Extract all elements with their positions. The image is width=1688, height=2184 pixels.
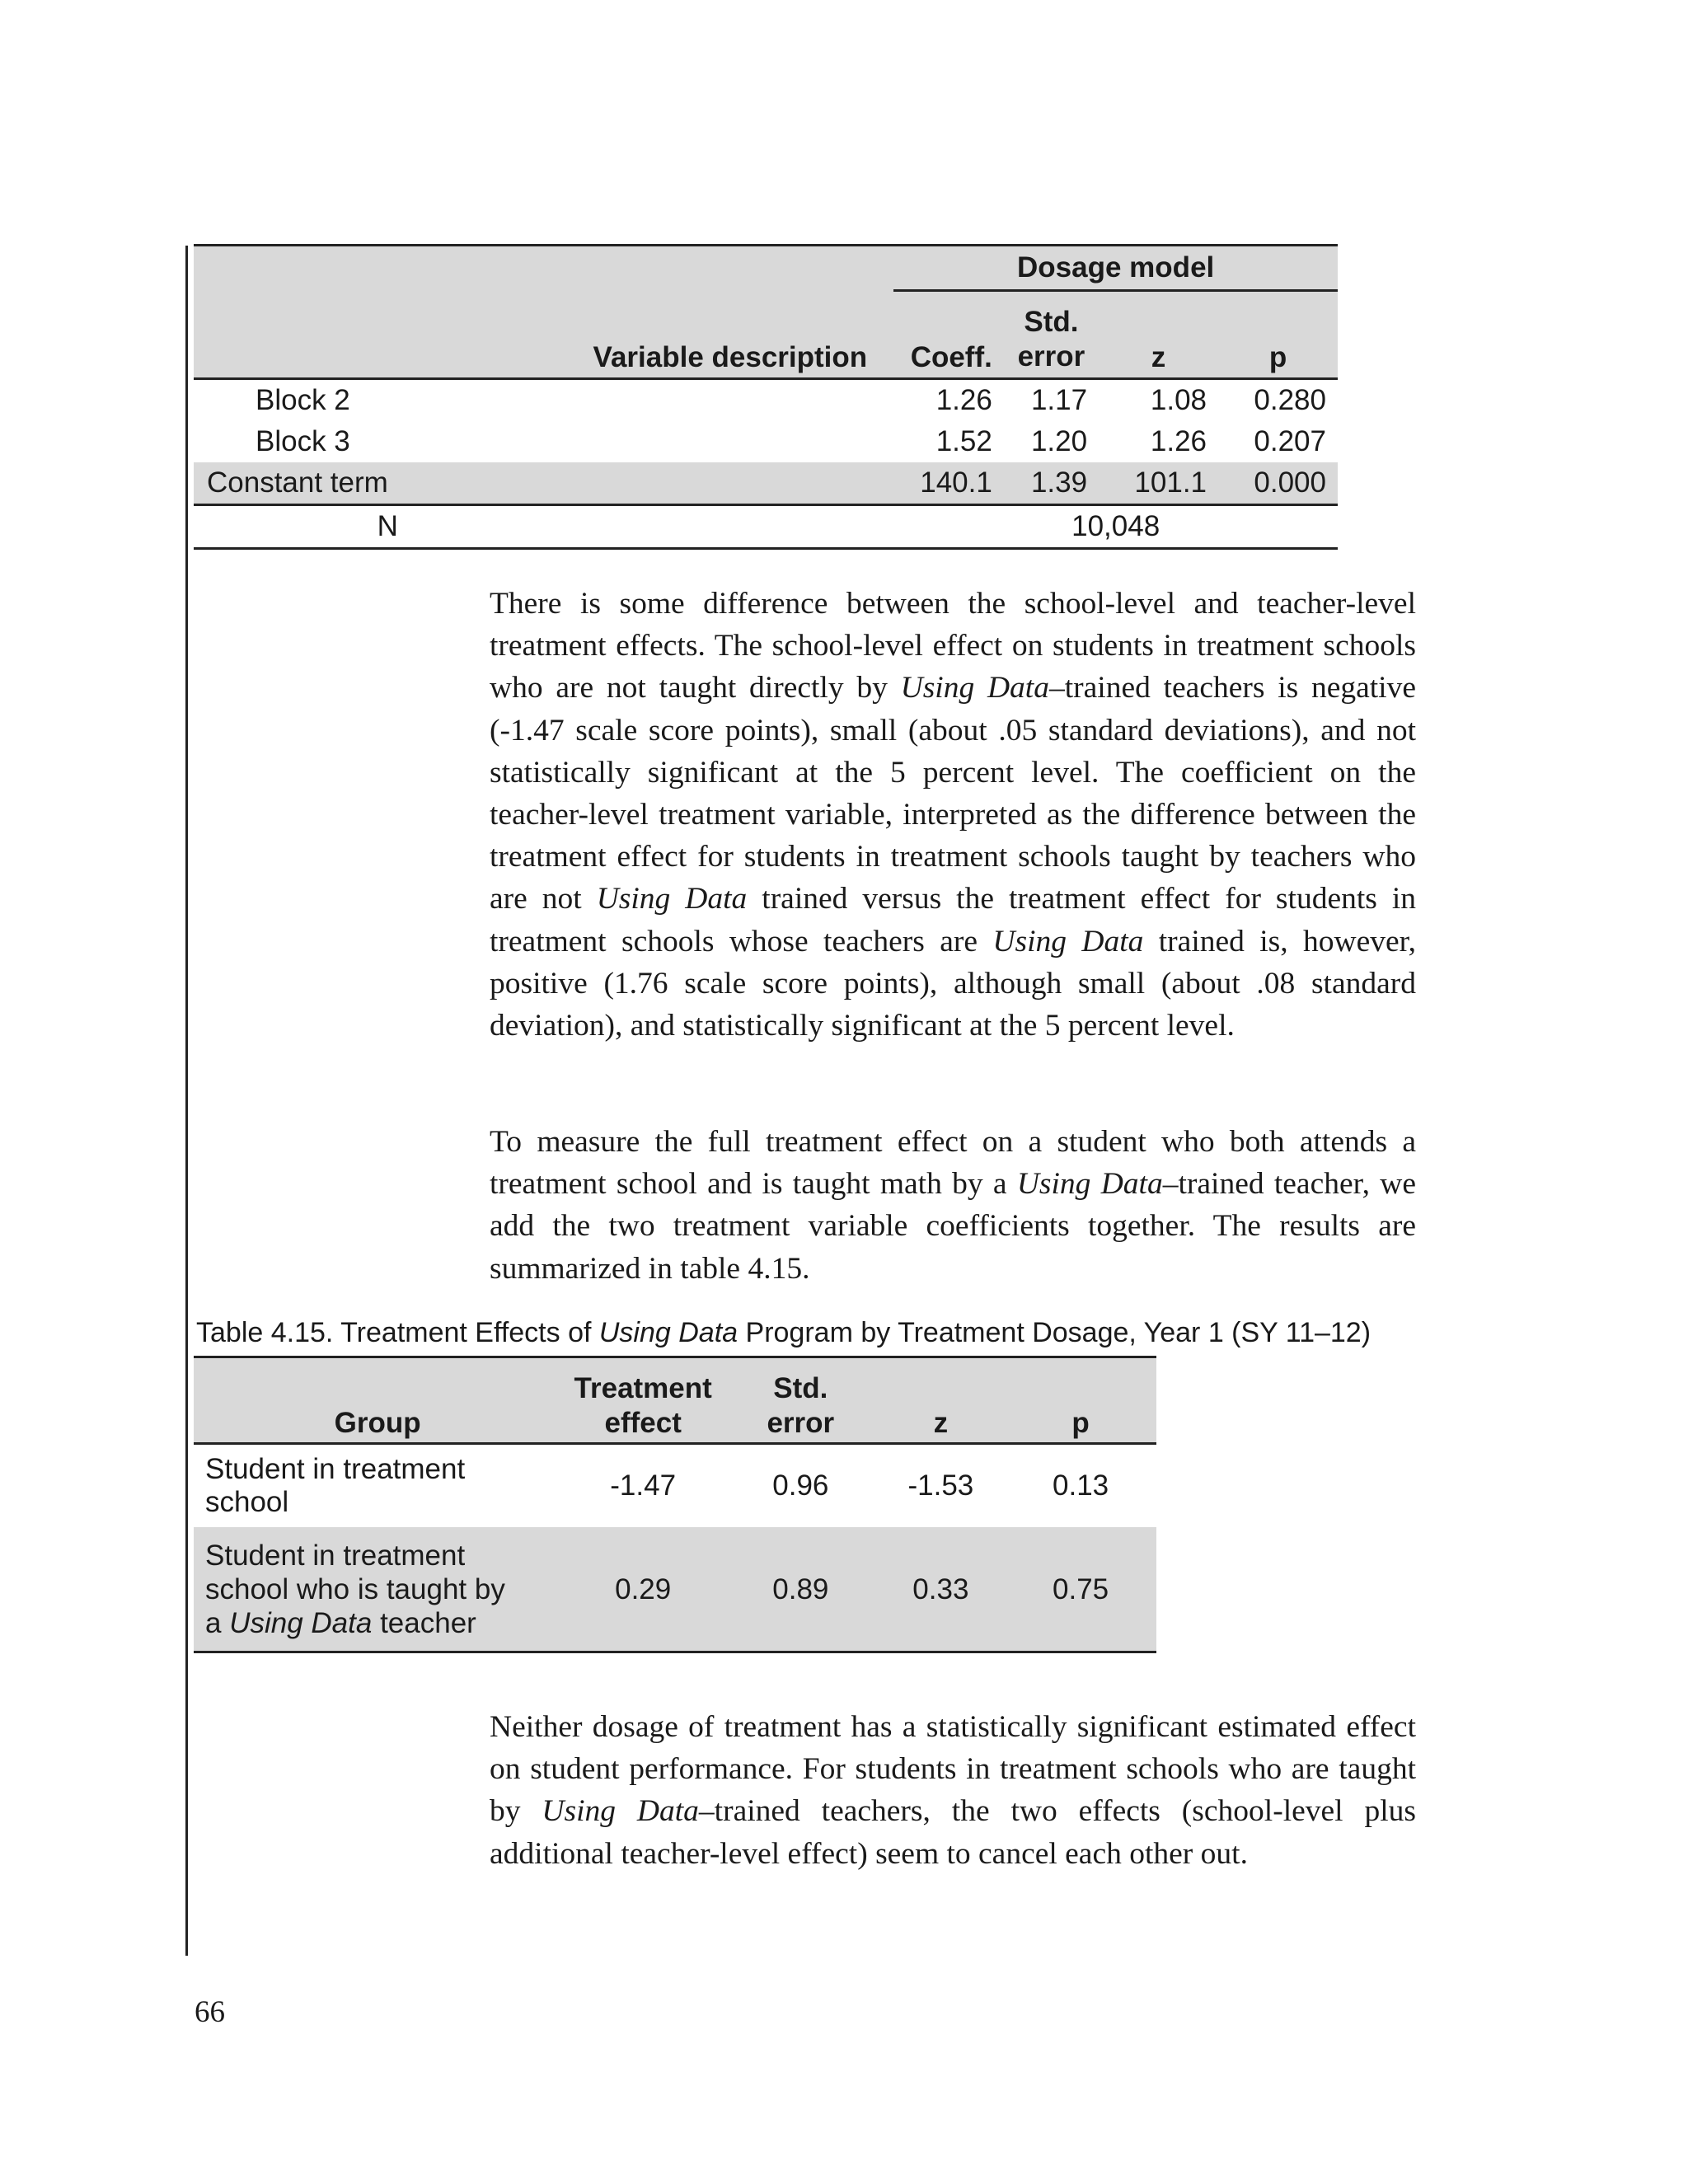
table-row xyxy=(194,421,1338,462)
cell-z: 1.26 xyxy=(1150,425,1207,457)
text-run: Program by Treatment Dosage, Year 1 (SY 11–12) xyxy=(738,1317,1372,1348)
cell-coeff: 140.1 xyxy=(893,462,1004,505)
cell-se: 1.17 xyxy=(1030,384,1088,416)
cell-z: 1.08 xyxy=(1150,384,1207,416)
text-run: Student in treatment school who is taught by a xyxy=(205,1539,505,1639)
cell-effect: -1.47 xyxy=(610,1469,677,1502)
cell-p: 0.13 xyxy=(1053,1469,1109,1502)
body-paragraph xyxy=(490,1121,1416,1290)
table-row xyxy=(194,379,1338,422)
cell-p: 0.000 xyxy=(1218,462,1338,505)
n-value: 10,048 xyxy=(893,505,1338,549)
text-run: Neither dosage of treatment has a statistically significant estimated effect on student performance. For students in treatment schools who are taught by xyxy=(490,1710,1416,1829)
text-run: There is some difference between the school-level and teacher-level treatment effects. The school-level effect on students in treatment schools who are not taught directly by xyxy=(490,587,1416,705)
cell-z: -1.53 xyxy=(907,1469,974,1502)
cell-p: 0.280 xyxy=(1254,384,1326,416)
cell-se: 1.20 xyxy=(1030,425,1088,457)
dosage-model-header: Dosage model xyxy=(893,246,1338,291)
italic-text: Using Data xyxy=(900,671,1049,705)
dosage-model-table xyxy=(194,244,1338,550)
italic-text: Using Data xyxy=(596,882,748,916)
page-number: 66 xyxy=(195,1995,225,2029)
text-run: teacher xyxy=(372,1606,476,1639)
cell-se: 1.39 xyxy=(1004,462,1099,505)
row-label: Block 2 xyxy=(256,384,350,416)
treatment-effects-table xyxy=(194,1356,1156,1653)
body-paragraph xyxy=(490,1706,1416,1875)
cell-coeff: 1.26 xyxy=(935,384,992,416)
italic-text: Using Data xyxy=(1016,1167,1163,1202)
row-group xyxy=(194,1527,561,1652)
cell-se: 0.96 xyxy=(772,1469,829,1502)
cell-se: 0.89 xyxy=(724,1527,876,1652)
text-run: –trained teachers is negative (-1.47 scale score points), small (about .05 standard deviations), and not statistically significant at the 5 percent level. The coefficient on the teacher-level treatment variable, interpreted as the difference between the treatment effect for students in treatment schools taught by teachers who are not xyxy=(490,671,1416,916)
text-run: Student in treatment school xyxy=(205,1453,466,1518)
col-std-error: Std. error xyxy=(1004,291,1099,379)
table-row xyxy=(194,1444,1156,1528)
cell-p: 0.207 xyxy=(1254,425,1326,457)
text-run: Table 4.15. Treatment Effects of xyxy=(196,1317,599,1348)
row-label: Constant term xyxy=(194,462,893,505)
n-label: N xyxy=(194,505,582,549)
italic-text: Using Data xyxy=(992,924,1144,958)
body-paragraph xyxy=(490,583,1416,1047)
italic-text: Using Data xyxy=(542,1794,699,1829)
text-run: –trained teacher, we add the two treatment variable coefficients together. The results are summarized in table 4.15. xyxy=(490,1167,1416,1286)
col-p: p xyxy=(1005,1357,1156,1444)
col-z: z xyxy=(877,1357,1006,1444)
table-row xyxy=(194,1527,1156,1652)
table-header-row xyxy=(194,1357,1156,1444)
table-header-row xyxy=(194,291,1338,379)
col-treatment-effect: Treatment effect xyxy=(561,1357,724,1444)
col-coeff: Coeff. xyxy=(893,291,1004,379)
text-run: To measure the full treatment effect on a student who both attends a treatment school and is taught math by a xyxy=(490,1125,1416,1202)
table-row-n xyxy=(194,505,1338,549)
col-std-error: Std. error xyxy=(724,1357,876,1444)
cell-p: 0.75 xyxy=(1005,1527,1156,1652)
cell-z: 101.1 xyxy=(1099,462,1218,505)
col-p: p xyxy=(1218,291,1338,379)
col-variable-description: Variable description xyxy=(582,291,894,379)
row-label: Block 3 xyxy=(256,425,350,457)
text-run: trained versus the treatment effect for students in treatment schools whose teachers are xyxy=(490,882,1417,958)
text-run: trained is, however, positive (1.76 scale score points), although small (about .08 standard deviation), and statistically significant at the 5 percent level. xyxy=(490,924,1417,1043)
col-group: Group xyxy=(194,1357,561,1444)
cell-coeff: 1.52 xyxy=(935,425,992,457)
margin-rule xyxy=(185,246,188,1956)
cell-z: 0.33 xyxy=(877,1527,1006,1652)
italic-text: Using Data xyxy=(229,1606,373,1639)
table-caption xyxy=(196,1317,1371,1349)
row-group xyxy=(194,1444,561,1528)
col-z: z xyxy=(1099,291,1218,379)
table-row xyxy=(194,462,1338,505)
italic-text: Using Data xyxy=(598,1317,738,1348)
cell-effect: 0.29 xyxy=(561,1527,724,1652)
table-header-row xyxy=(194,246,1338,291)
text-run: –trained teachers, the two effects (school-level plus additional teacher-level effect) seem to cancel each other out. xyxy=(490,1794,1416,1871)
